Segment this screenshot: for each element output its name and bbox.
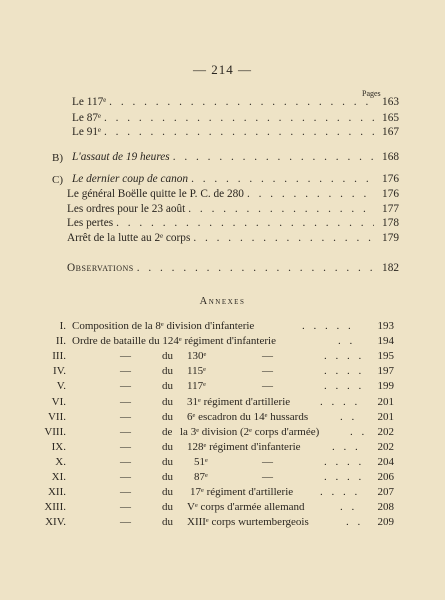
annex-page: 202 xyxy=(377,441,394,453)
annex-article: du xyxy=(162,486,173,498)
toc-entry-page: 167 xyxy=(382,126,399,138)
annex-number: VIII. xyxy=(44,426,66,438)
ditto-mark: — xyxy=(120,486,131,498)
annex-page: 202 xyxy=(377,426,394,438)
annex-text: 115ᵉ xyxy=(187,365,206,377)
annex-article: du xyxy=(162,365,173,377)
leader-dots xyxy=(247,188,374,200)
leader-dots: . . . . xyxy=(324,471,365,483)
ditto-mark: — xyxy=(120,365,131,377)
leader-dots: . . . . xyxy=(324,365,365,377)
section-title: Le dernier coup de canon xyxy=(72,173,189,185)
section-heading xyxy=(72,173,399,185)
observations-entry xyxy=(67,262,399,274)
ditto-mark: — xyxy=(262,471,273,483)
annex-text: 130ᵉ xyxy=(187,350,207,362)
annex-text: Composition de la 8ᵉ division d'infanterie xyxy=(72,320,255,332)
annex-text: 128ᵉ régiment d'infanterie xyxy=(187,441,301,453)
observations-label: Observations xyxy=(67,262,134,274)
annex-article: du xyxy=(162,501,173,513)
annex-number: VII. xyxy=(47,411,66,423)
section-page: 168 xyxy=(382,151,399,163)
annex-page: 208 xyxy=(377,501,394,513)
leader-dots xyxy=(137,262,374,274)
toc-entry-page: 165 xyxy=(382,112,399,124)
annex-number: IV. xyxy=(53,365,66,377)
annexes-heading: Annexes xyxy=(199,296,246,307)
leader-dots: . . xyxy=(346,516,364,528)
annex-number: XI. xyxy=(51,471,66,483)
annex-article: du xyxy=(162,516,173,528)
leader-dots: . . . . xyxy=(320,486,361,498)
toc-entry xyxy=(67,217,399,229)
ditto-mark: — xyxy=(120,471,131,483)
annex-page: 207 xyxy=(377,486,394,498)
ditto-mark: — xyxy=(120,456,131,468)
section-letter: B) xyxy=(52,152,63,164)
annex-page: 206 xyxy=(377,471,394,483)
toc-entry-label: Les pertes xyxy=(67,217,114,229)
annex-page: 204 xyxy=(377,456,394,468)
annex-page: 195 xyxy=(377,350,394,362)
ditto-mark: — xyxy=(120,426,131,438)
ditto-mark: — xyxy=(262,350,273,362)
ditto-mark: — xyxy=(262,365,273,377)
ditto-mark: — xyxy=(120,501,131,513)
toc-entry xyxy=(67,188,399,200)
leader-dots: . . . . xyxy=(320,396,361,408)
ditto-mark: — xyxy=(262,456,273,468)
leader-dots xyxy=(109,96,374,108)
ditto-mark: — xyxy=(120,396,131,408)
annex-page: 201 xyxy=(377,396,394,408)
leader-dots xyxy=(188,203,374,215)
toc-entry-label: Le 87ᵉ xyxy=(72,112,101,124)
annex-article: du xyxy=(162,441,173,453)
section-page: 176 xyxy=(382,173,399,185)
toc-entry-label: Le 117ᵉ xyxy=(72,96,107,108)
annex-text: Ordre de bataille du 124ᵉ régiment d'infanterie xyxy=(72,335,276,347)
toc-entry-page: 179 xyxy=(382,232,399,244)
annex-article: du xyxy=(162,411,173,423)
toc-entry-label: Le général Boëlle quitte le P. C. de 280 xyxy=(67,188,244,200)
annex-number: XIII. xyxy=(44,501,66,513)
annex-text: Vᵉ corps d'armée allemand xyxy=(187,501,305,513)
leader-dots: . . . xyxy=(332,441,361,453)
page-number: — 214 — xyxy=(193,62,252,77)
annex-article: du xyxy=(162,471,173,483)
leader-dots: . . xyxy=(338,335,356,347)
annex-text: XIIIᵉ corps wurtembergeois xyxy=(187,516,309,528)
annex-number: V. xyxy=(56,380,66,392)
annex-number: III. xyxy=(52,350,66,362)
toc-entry-label: Le 91ᵉ xyxy=(72,126,101,138)
annex-page: 209 xyxy=(377,516,394,528)
toc-entry xyxy=(72,126,399,138)
annex-page: 194 xyxy=(377,335,394,347)
section-heading xyxy=(72,151,399,163)
annex-text: 31ᵉ régiment d'artillerie xyxy=(187,396,291,408)
toc-entry-label: Les ordres pour le 23 août xyxy=(67,203,186,215)
annex-text: 87ᵉ xyxy=(194,471,208,483)
annex-number: I. xyxy=(59,320,66,332)
annex-article: de xyxy=(162,426,173,438)
annex-text: 51ᵉ xyxy=(194,456,208,468)
annex-page: 193 xyxy=(377,320,394,332)
toc-entry xyxy=(72,112,399,124)
toc-entry-page: 163 xyxy=(382,96,399,108)
annex-number: XII. xyxy=(47,486,66,498)
annex-number: VI. xyxy=(51,396,66,408)
ditto-mark: — xyxy=(120,441,131,453)
pages-column-label: Pages xyxy=(362,89,381,98)
leader-dots: . . . . xyxy=(324,380,365,392)
leader-dots: . . . . xyxy=(324,456,365,468)
toc-entry-label: Arrêt de la lutte au 2ᵉ corps xyxy=(67,232,191,244)
leader-dots: . . . . . xyxy=(302,320,354,332)
annex-text: la 3ᵉ division (2ᵉ corps d'armée) xyxy=(180,426,320,438)
annex-number: IX. xyxy=(51,441,66,453)
leader-dots: . . . . xyxy=(324,350,365,362)
section-letter: C) xyxy=(52,174,63,186)
annex-page: 201 xyxy=(377,411,394,423)
ditto-mark: — xyxy=(120,350,131,362)
leader-dots: . . xyxy=(340,411,358,423)
leader-dots: . . xyxy=(350,426,368,438)
annex-article: du xyxy=(162,396,173,408)
annex-article: du xyxy=(162,350,173,362)
toc-entry xyxy=(67,232,399,244)
toc-entry xyxy=(72,96,399,108)
annex-text: 6ᵉ escadron du 14ᵉ hussards xyxy=(187,411,309,423)
ditto-mark: — xyxy=(120,380,131,392)
toc-entry-page: 178 xyxy=(382,217,399,229)
annex-page: 197 xyxy=(377,365,394,377)
ditto-mark: — xyxy=(120,411,131,423)
leader-dots xyxy=(191,173,374,185)
annex-article: du xyxy=(162,380,173,392)
annex-text: 117ᵉ xyxy=(187,380,206,392)
annex-number: XIV. xyxy=(45,516,66,528)
ditto-mark: — xyxy=(262,380,273,392)
toc-entry xyxy=(67,203,399,215)
annex-text: 17ᵉ régiment d'artillerie xyxy=(190,486,294,498)
annex-page: 199 xyxy=(377,380,394,392)
observations-page: 182 xyxy=(382,262,399,274)
annex-number: X. xyxy=(55,456,66,468)
leader-dots: . . xyxy=(340,501,358,513)
section-title: L'assaut de 19 heures xyxy=(72,151,170,163)
annex-number: II. xyxy=(55,335,66,347)
toc-entry-page: 177 xyxy=(382,203,399,215)
ditto-mark: — xyxy=(120,516,131,528)
toc-entry-page: 176 xyxy=(382,188,399,200)
leader-dots xyxy=(104,126,374,138)
leader-dots xyxy=(173,151,374,163)
leader-dots xyxy=(193,232,374,244)
leader-dots xyxy=(104,112,374,124)
annex-article: du xyxy=(162,456,173,468)
leader-dots xyxy=(116,217,374,229)
